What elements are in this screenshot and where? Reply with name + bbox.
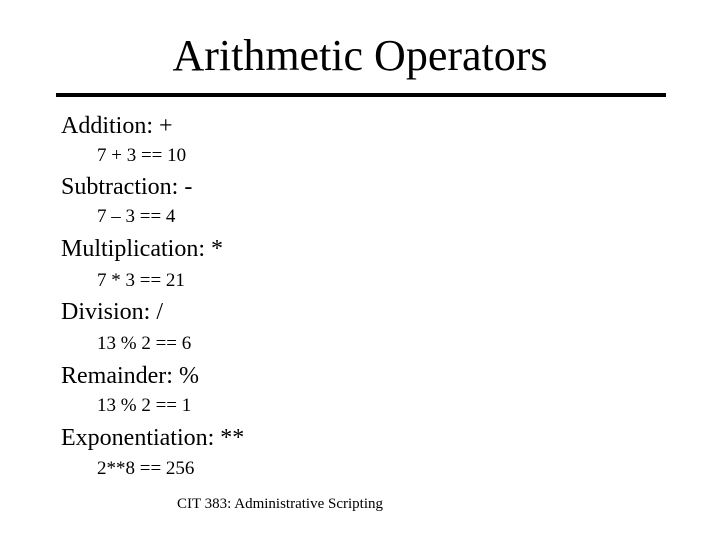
operator-heading-exponentiation: Exponentiation: ** [61,425,245,451]
operator-example-subtraction: 7 – 3 == 4 [97,206,176,227]
operator-heading-addition: Addition: + [61,113,173,139]
operator-example-multiplication: 7 * 3 == 21 [97,270,185,291]
slide-footer: CIT 383: Administrative Scripting [177,496,383,512]
slide-title: Arithmetic Operators [172,31,548,80]
operator-example-remainder: 13 % 2 == 1 [97,395,192,416]
operator-example-exponentiation: 2**8 == 256 [97,458,195,479]
operator-heading-division: Division: / [61,299,164,325]
operator-heading-multiplication: Multiplication: * [61,236,223,262]
operator-heading-subtraction: Subtraction: - [61,174,193,200]
operator-heading-remainder: Remainder: % [61,363,199,389]
operator-example-addition: 7 + 3 == 10 [97,145,187,166]
operator-example-division: 13 % 2 == 6 [97,333,192,354]
